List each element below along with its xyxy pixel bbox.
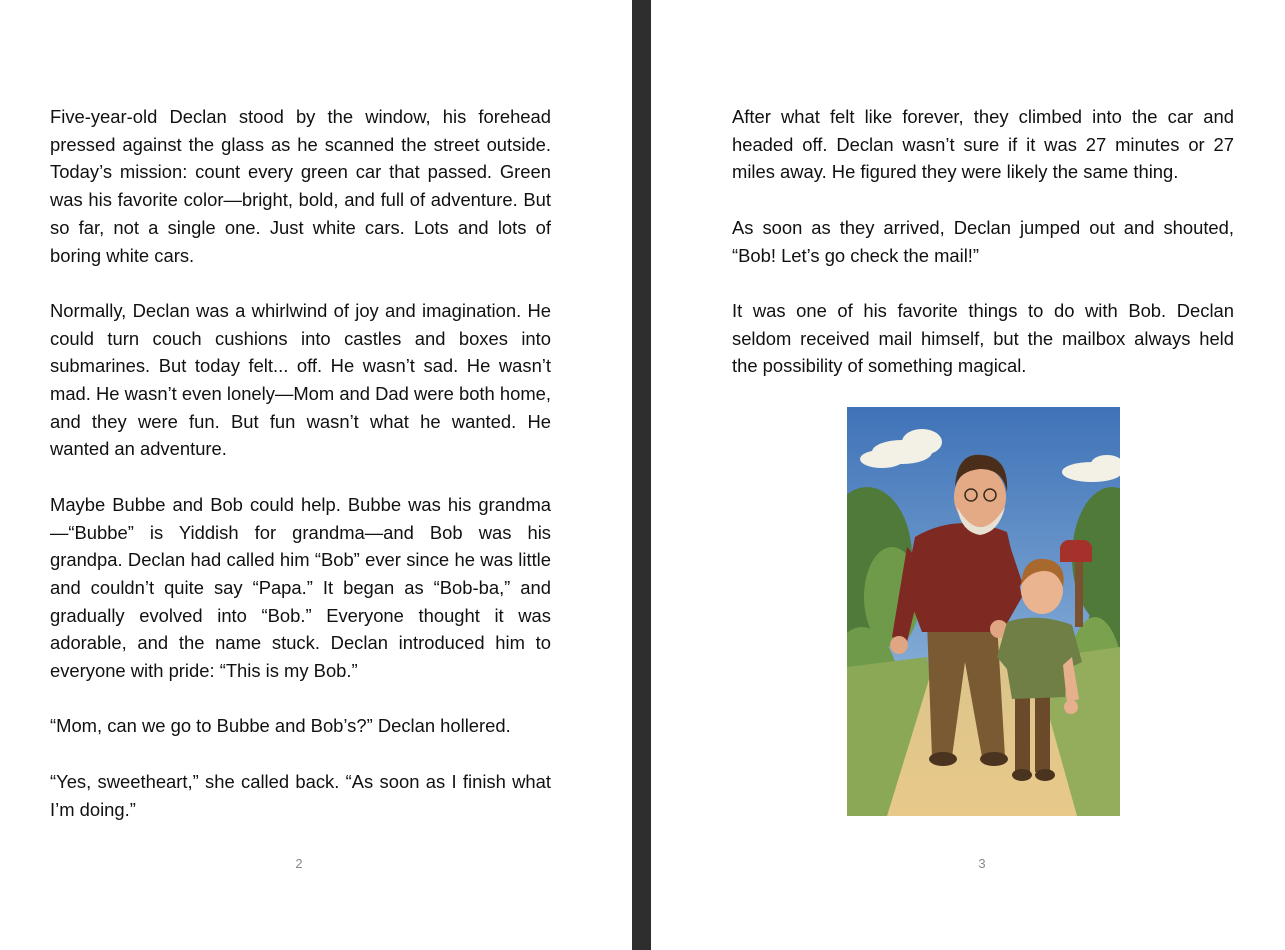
page-number: 3 [978,856,986,871]
paragraph: “Yes, sweetheart,” she called back. “As soon as I finish what I’m doing.” [50,770,551,820]
paragraph: “Mom, can we go to Bubbe and Bob’s?” Declan hollered. [50,715,511,737]
page-number: 2 [295,856,303,871]
paragraph: It was one of his favorite things to do with Bob. Declan seldom received mail himself, but the mailbox always held the possibility of something magical. [732,299,1234,377]
page-gutter [632,0,651,950]
paragraph: As soon as they arrived, Declan jumped out and shouted, “Bob! Let’s go check the mail!” [732,216,1234,266]
paragraph: Five-year-old Declan stood by the window, his forehead pressed against the glass as he scanned the street outside. Today’s mission: count every green car that passed. Green was his favorite color—bright, bold, and full of adventure. But so far, not a single one. Just white cars. Lots and lots of boring white cars. [50,106,551,266]
page-2-text [50,103,551,851]
illustration-grandpa-and-boy [847,407,1120,816]
paragraph: Maybe Bubbe and Bob could help. Bubbe was his grandma—“Bubbe” is Yiddish for grandma—and Bob was his grandpa. Declan had called him “Bob” ever since he was little and couldn’t quite say “Papa.” It began as “Bob-ba,” and gradually evolved into “Bob.” Everyone thought it was adorable, and the name stuck. Declan introduced him to everyone with pride: “This is my Bob.” [50,493,551,682]
paragraph: After what felt like forever, they climbed into the car and headed off. Declan wasn’t sure if it was 27 minutes or 27 miles away. He figured they were likely the same thing. [732,106,1234,183]
page-3 [651,0,1285,950]
page-3-text [732,103,1234,408]
page-2 [0,0,632,950]
paragraph: Normally, Declan was a whirlwind of joy and imagination. He could turn couch cushions into castles and boxes into submarines. But today felt... off. He wasn’t sad. He wasn’t mad. He wasn’t even lonely—Mom and Dad were both home, and they were fun. But fun wasn’t what he wanted. He wanted an adventure. [50,299,551,460]
